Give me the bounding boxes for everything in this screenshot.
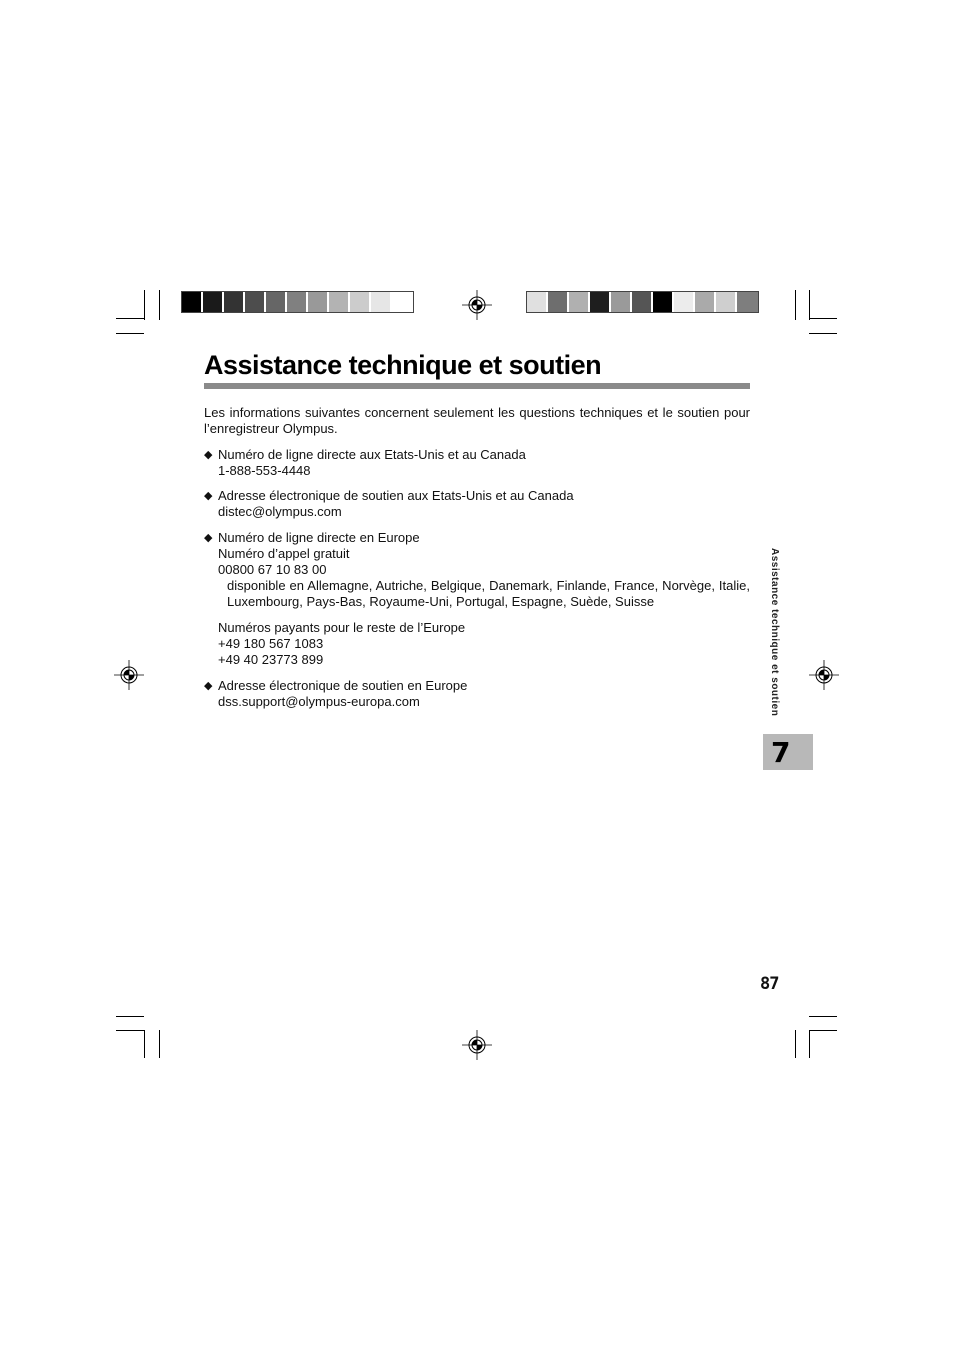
list-item-europe-email bbox=[204, 678, 750, 710]
color-swatch bbox=[308, 292, 329, 312]
email-address: dss.support@olympus-europa.com bbox=[218, 694, 420, 709]
color-swatch bbox=[590, 292, 611, 312]
color-swatch bbox=[653, 292, 674, 312]
diamond-bullet-icon: ◆ bbox=[204, 532, 213, 544]
color-swatch bbox=[527, 292, 548, 312]
color-swatch bbox=[611, 292, 632, 312]
list-item-us-phone bbox=[204, 447, 750, 479]
title-rule bbox=[204, 383, 750, 389]
color-swatch bbox=[182, 292, 203, 312]
color-swatch bbox=[266, 292, 287, 312]
color-swatch bbox=[674, 292, 695, 312]
availability-note: disponible en Allemagne, Autriche, Belgique, Danemark, Finlande, France, Norvège, Italie, Luxembourg, Pays-Bas, Royaume-Uni, Portugal, Espagne, Suède, Suisse bbox=[227, 578, 750, 609]
color-swatch bbox=[350, 292, 371, 312]
side-chapter-label: Assistance technique et soutien bbox=[769, 548, 780, 717]
item-heading: Adresse électronique de soutien aux Etats-Unis et au Canada bbox=[218, 488, 574, 503]
color-swatch bbox=[632, 292, 653, 312]
color-swatch bbox=[737, 292, 758, 312]
phone-number: 1-888-553-4448 bbox=[218, 463, 311, 478]
item-heading: Numéro de ligne directe en Europe bbox=[218, 530, 420, 545]
phone-number: +49 180 567 1083 bbox=[218, 636, 324, 651]
color-swatch bbox=[245, 292, 266, 312]
intro-paragraph: Les informations suivantes concernent seulement les questions techniques et le soutien pour l’enregistreur Olympus. bbox=[204, 405, 750, 436]
color-swatch bbox=[371, 292, 392, 312]
registration-mark-left bbox=[114, 660, 144, 690]
colorbar-right bbox=[526, 291, 759, 313]
item-heading: Adresse électronique de soutien en Europe bbox=[218, 678, 468, 693]
phone-number: +49 40 23773 899 bbox=[218, 652, 324, 667]
color-swatch bbox=[548, 292, 569, 312]
color-swatch bbox=[716, 292, 737, 312]
color-swatch bbox=[569, 292, 590, 312]
color-swatch bbox=[287, 292, 308, 312]
list-item-us-email bbox=[204, 488, 750, 520]
registration-mark-right bbox=[809, 660, 839, 690]
item-subheading: Numéro d’appel gratuit bbox=[218, 546, 350, 561]
chapter-tab: 7 bbox=[763, 734, 813, 770]
phone-number: 00800 67 10 83 00 bbox=[218, 562, 327, 577]
color-swatch bbox=[224, 292, 245, 312]
diamond-bullet-icon: ◆ bbox=[204, 680, 213, 692]
page-title: Assistance technique et soutien bbox=[204, 350, 602, 380]
color-swatch bbox=[329, 292, 350, 312]
color-swatch bbox=[392, 292, 413, 312]
item-heading: Numéro de ligne directe aux Etats-Unis et au Canada bbox=[218, 447, 526, 462]
page-number: 87 bbox=[760, 974, 779, 994]
color-swatch bbox=[695, 292, 716, 312]
registration-mark-bottom bbox=[462, 1030, 492, 1060]
diamond-bullet-icon: ◆ bbox=[204, 449, 213, 461]
list-item-europe-phone bbox=[204, 530, 750, 668]
item-subheading: Numéros payants pour le reste de l’Europe bbox=[218, 620, 466, 635]
diamond-bullet-icon: ◆ bbox=[204, 490, 213, 502]
registration-mark-top bbox=[462, 290, 492, 320]
color-swatch bbox=[203, 292, 224, 312]
email-address: distec@olympus.com bbox=[218, 504, 342, 519]
colorbar-left bbox=[181, 291, 414, 313]
